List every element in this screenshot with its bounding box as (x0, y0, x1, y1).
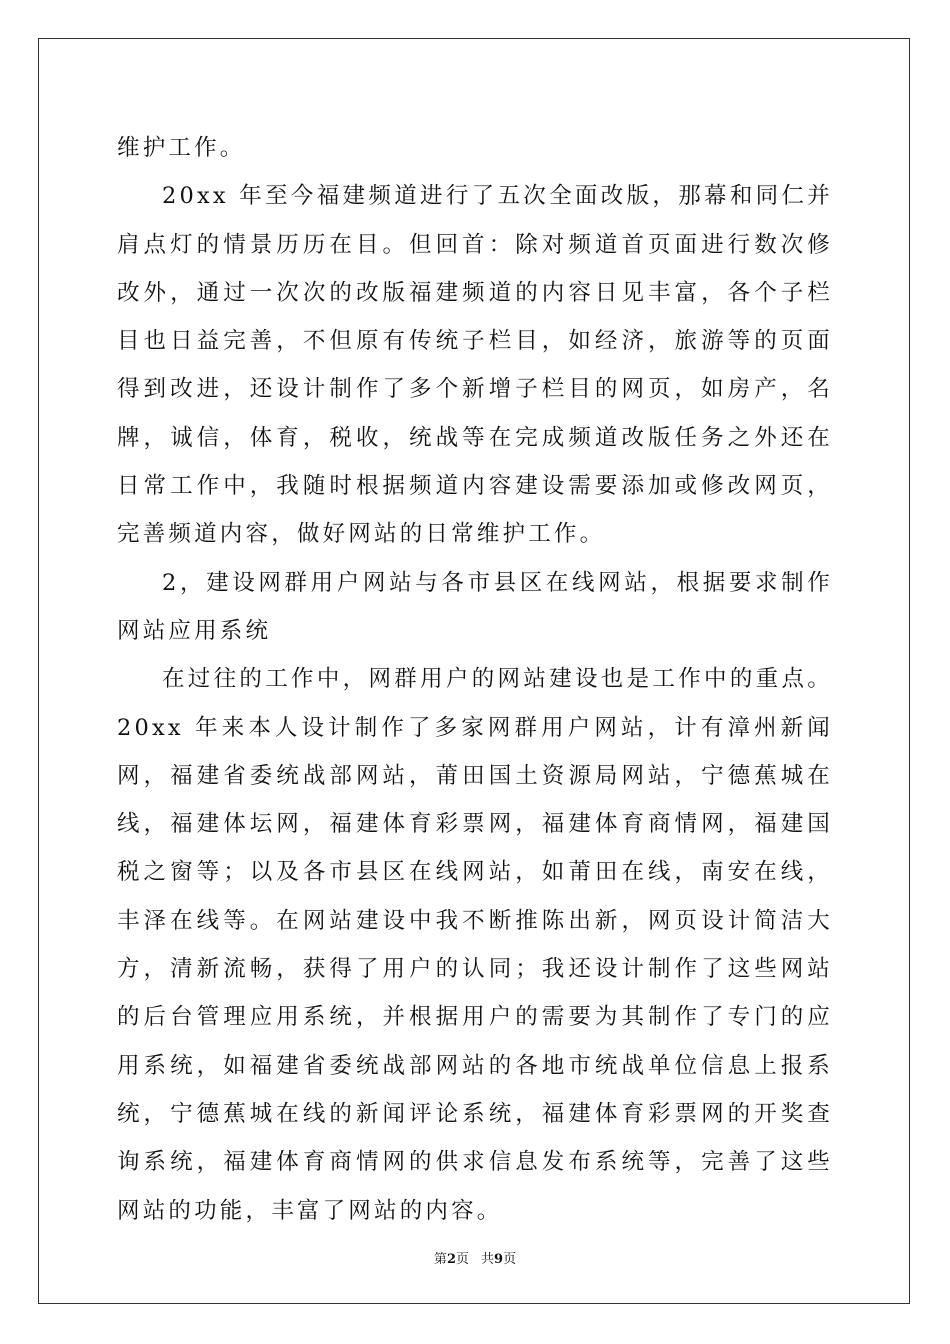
document-body (117, 124, 833, 1235)
paragraph-4: 在过往的工作中，网群用户的网站建设也是工作中的重点。20xx 年来本人设计制作了多家网群用户网站，计有漳州新闻网，福建省委统战部网站，莆田国土资源局网站，宁德蕉城在线，福建体坛网，福建体育彩票网，福建体育商情网，福建国税之窗等；以及各市县区在线网站，如莆田在线，南安在线，丰泽在线等。在网站建设中我不断推陈出新，网页设计简洁大方，清新流畅，获得了用户的认同；我还设计制作了这些网站的后台管理应用系统，并根据用户的需要为其制作了专门的应用系统，如福建省委统战部网站的各地市统战单位信息上报系统，宁德蕉城在线的新闻评论系统，福建体育彩票网的开奖查询系统，福建体育商情网的供求信息发布系统等，完善了这些网站的功能，丰富了网站的内容。 (117, 666, 833, 1224)
total-prefix: 共 (481, 1252, 495, 1267)
total-suffix: 页 (503, 1252, 517, 1267)
page-prefix: 第 (433, 1252, 447, 1267)
total-pages: 9 (494, 1252, 504, 1267)
paragraph-3-heading: 2，建设网群用户网站与各市县区在线网站，根据要求制作网站应用系统 (117, 569, 833, 644)
page-suffix: 页 (455, 1252, 469, 1267)
page-footer (0, 1248, 950, 1267)
paragraph-1: 维护工作。 (117, 135, 246, 161)
paragraph-2: 20xx 年至今福建频道进行了五次全面改版，那幕和同仁并肩点灯的情景历历在目。但回首：除对频道首页面进行数次修改外，通过一次次的改版福建频道的内容日见丰富，各个子栏目也日益完善，不但原有传统子栏目，如经济，旅游等的页面得到改进，还设计制作了多个新增子栏目的网页，如房产，名牌，诚信，体育，税收，统战等在完成频道改版任务之外还在日常工作中，我随时根据频道内容建设需要添加或修改网页，完善频道内容，做好网站的日常维护工作。 (117, 183, 833, 548)
page-number: 2 (446, 1252, 456, 1267)
